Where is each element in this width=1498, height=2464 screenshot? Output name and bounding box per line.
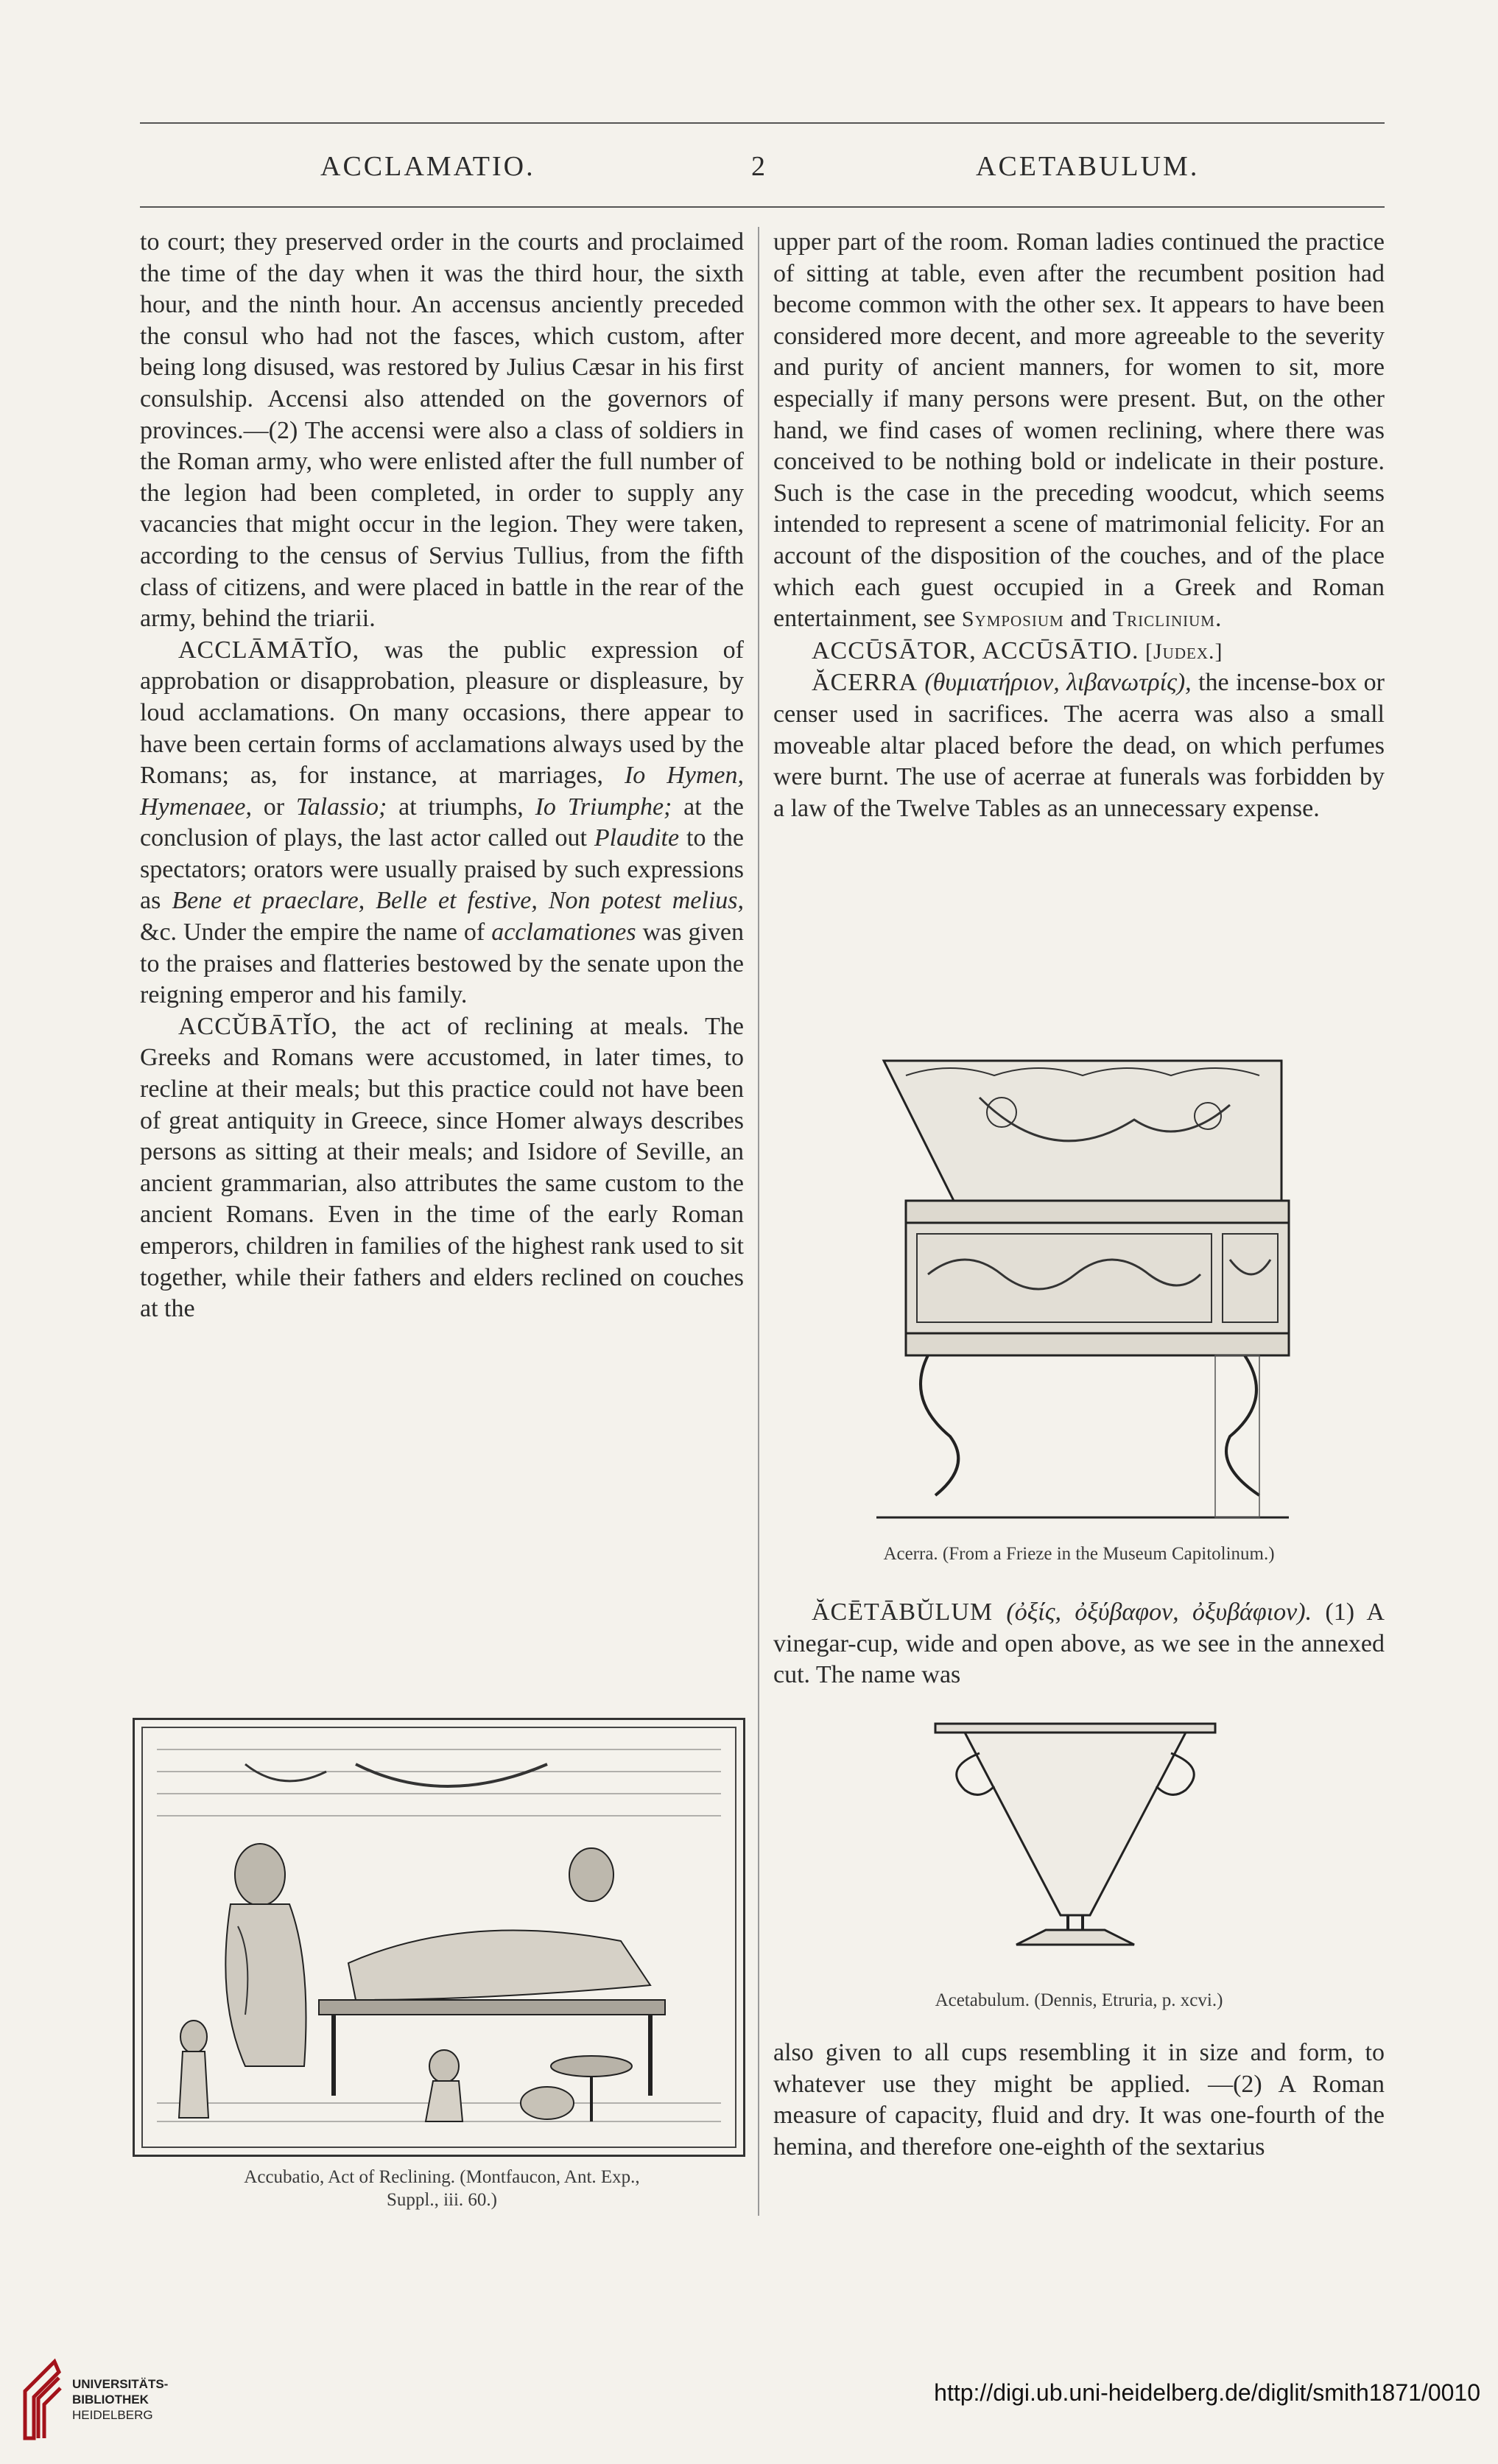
right-column-bottom [773, 2037, 1385, 2163]
paragraph-acetabulum-continued: also given to all cups resembling it in size and form, to whatever use they might be applied. —(2) A Roman measure of capacity, fluid and dry. It was one-fourth of the hemina, and therefore one-eighth of the sextarius [773, 2039, 1385, 2161]
cross-ref-triclinium[interactable]: Triclinium [1112, 607, 1215, 632]
incense-box-drawing [862, 1053, 1296, 1531]
library-mark-icon [18, 2356, 65, 2447]
library-name: UNIVERSITÄTS- BIBLIOTHEK HEIDELBERG [72, 2377, 169, 2422]
header-right-title: ACETABULUM. [976, 151, 1200, 182]
library-logo [18, 2356, 194, 2451]
paragraph-acerra: ĂCERRA (θυμιατήριον, λιβανωτρίς), the incense-box or censer used in sacrifices. The acerra was also a small moveable altar placed before the dead, on which perfumes were burnt. The use of acerrae at funerals was forbidden by a law of the Twelve Tables as an unnecessary expense. [773, 669, 1385, 822]
paragraph-accubatio: ACCŬBĀTĬO, the act of reclining at meals. The Greeks and Romans were accustomed, in later times, to recline at their meals; but this practice could not have been of great antiquity in Greece, since Homer always describes persons as sitting at their meals; and Isidore of Seville, an ancient grammarian, also attributes the same custom to the ancient Romans. Even in the time of the early Roman emperors, children in families of the highest rank used to sit together, while their fathers and elders reclined on couches at the [140, 1012, 744, 1323]
headword-accubatio: ACCŬBĀTĬO, [178, 1012, 338, 1040]
right-column [773, 227, 1385, 824]
column-divider [758, 227, 759, 2216]
headword-acerra: ĂCERRA [812, 669, 918, 697]
reclining-scene-illustration [135, 1720, 743, 2155]
headword-acetabulum: ĂCĒTĀBŬLUM [812, 1598, 994, 1626]
accubatio-engraving [133, 1718, 745, 2157]
left-column [140, 227, 744, 1325]
acetabulum-illustration [921, 1709, 1230, 1974]
paragraph-accubatio-continued: upper part of the room. Roman ladies continued the practice of sitting at table, even after the recumbent position had become common with the other sex. It appears to have been considered more decent, and more agreeable to the severity and purity of ancient manners, for women to sit, more especially if many persons were present. But, on the other hand, we find cases of women reclining, where there was conceived to be nothing bold or indelicate in their posture. Such is the case in the preceding woodcut, which seems intended to represent a scene of matrimonial felicity. For an account of the disposition of the couches, and of the place which each guest occupied in a Greek and Roman entertainment, see Symposium and Triclinium. [773, 228, 1385, 633]
right-column-lower [773, 1597, 1385, 1691]
acerra-illustration [862, 1053, 1296, 1531]
headword-accusator: ACCŪSĀTOR, ACCŪSĀTIO. [812, 636, 1139, 664]
vinegar-cup-drawing [921, 1709, 1230, 1974]
paragraph-accensus-continued: to court; they preserved order in the courts and proclaimed the time of the day when it was the third hour, the sixth hour, and the ninth hour. An accensus anciently preceded the consul who had not the fasces, which custom, after being long disused, was restored by Julius Cæsar in his first consulship. Accensi also attended on the governors of provinces.—(2) The accensi were also a class of soldiers in the Roman army, who were enlisted after the full number of the legion had been completed, in order to supply any vacancies that might occur in the legion. They were taken, according to the census of Servius Tullius, from the fifth class of citizens, and were placed in battle in the rear of the army, behind the triarii. [140, 228, 744, 633]
cross-ref-symposium[interactable]: Symposium [961, 607, 1064, 632]
acerra-caption: Acerra. (From a Frieze in the Museum Capitolinum.) [883, 1544, 1275, 1564]
page-number: 2 [751, 151, 767, 182]
paragraph-acclamatio: ACCLĀMĀTĬO, was the public expression of approbation or disapprobation, pleasure or displeasure, by loud acclamations. On many occasions, there appear to have been certain forms of acclamations always used by the Romans; as, for instance, at marriages, Io Hymen, Hymenaee, or Talassio; at triumphs, Io Triumphe; at the conclusion of plays, the last actor called out Plaudite to the spectators; orators were usually praised by such expressions as Bene et praeclare, Belle et festive, Non potest melius, &c. Under the empire the name of acclamationes was given to the praises and flatteries bestowed by the senate upon the reigning emperor and his family. [140, 636, 744, 1009]
paragraph-acetabulum: ĂCĒTĀBŬLUM (ὀξίς, ὀξύβαφον, ὀξυβάφιον). (1) A vinegar-cup, wide and open above, as we see in the annexed cut. The name was [773, 1598, 1385, 1689]
header-bottom-rule [140, 206, 1385, 208]
headword-acclamatio: ACCLĀMĀTĬO, [178, 636, 360, 664]
paragraph-accusator [773, 636, 1385, 668]
header-top-rule [140, 122, 1385, 124]
acetabulum-caption: Acetabulum. (Dennis, Etruria, p. xcvi.) [935, 1990, 1223, 2010]
accubatio-caption: Accubatio, Act of Reclining. (Montfaucon, Ant. Exp., Suppl., iii. 60.) [244, 2167, 640, 2210]
source-url-link[interactable]: http://digi.ub.uni-heidelberg.de/diglit/smith1871/0010 [934, 2379, 1480, 2406]
cross-ref-judex[interactable]: [Judex.] [1139, 639, 1223, 664]
running-header [140, 150, 1385, 194]
header-left-title: ACCLAMATIO. [320, 151, 535, 182]
